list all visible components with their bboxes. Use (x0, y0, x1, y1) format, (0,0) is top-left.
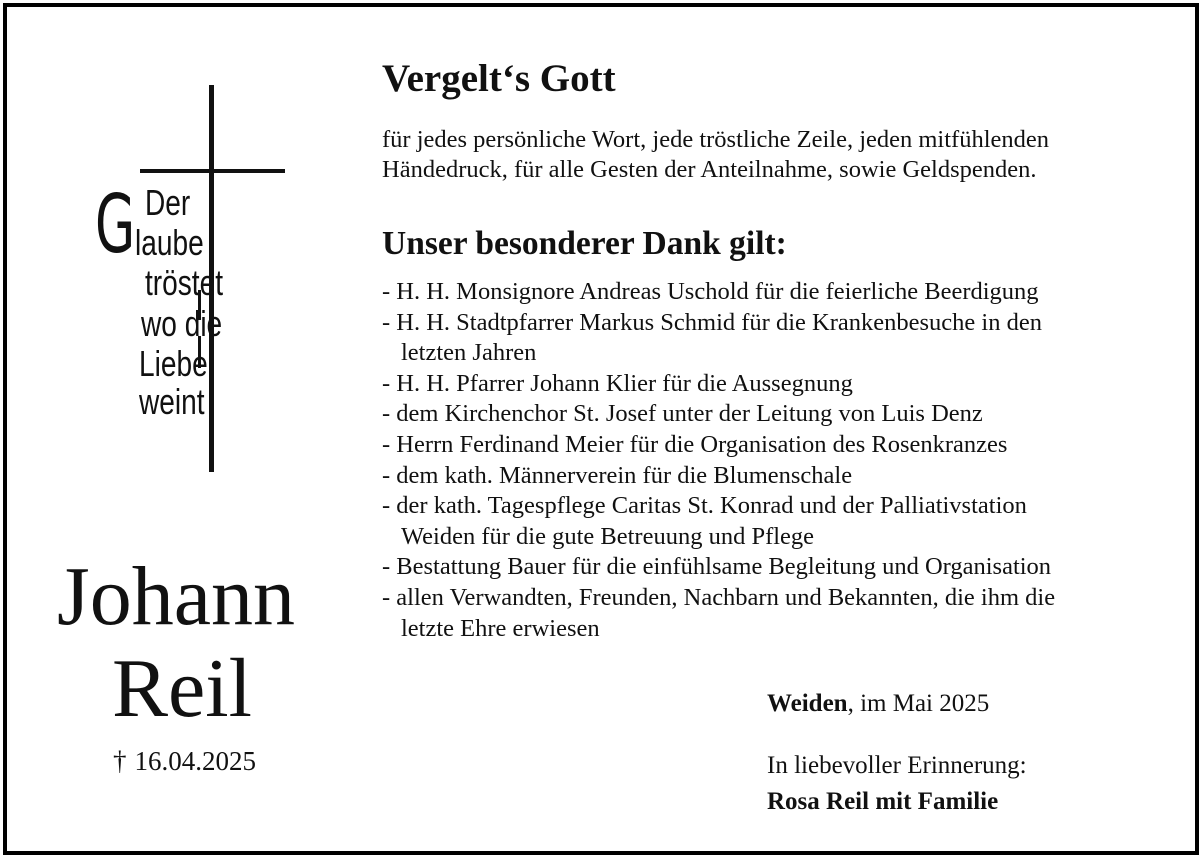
dagger-icon: † (113, 746, 127, 776)
cross-crossbar (140, 169, 285, 173)
motto-line: tröstet (145, 262, 224, 303)
list-item-continuation: Weiden für die gute Betreuung und Pflege (401, 522, 815, 550)
notice-frame (3, 3, 1199, 855)
list-item: - Herrn Ferdinand Meier für die Organisation des Rosenkranzes (382, 430, 1008, 458)
deceased-first-name: Johann (57, 550, 295, 643)
motto-line: Liebe (139, 343, 208, 384)
motto-line: weint (139, 381, 205, 422)
list-item: - der kath. Tagespflege Caritas St. Konrad und der Palliativstation Weiden für die gute Betreuung und Pflege (382, 491, 1182, 552)
intro-line: Händedruck, für alle Gesten der Anteilnahme, sowie Geldspenden. (382, 156, 1037, 183)
thanks-list (382, 277, 1182, 644)
place-date (767, 688, 989, 720)
list-item: - Bestattung Bauer für die einfühlsame Begleitung und Organisation (382, 553, 1052, 581)
date-text: , im Mai 2025 (847, 690, 990, 717)
list-item: - dem Kirchenchor St. Josef unter der Leitung von Luis Denz (382, 400, 983, 428)
list-item-continuation: letzte Ehre erwiesen (401, 614, 600, 642)
list-item: - H. H. Stadtpfarrer Markus Schmid für die Krankenbesuche in den letzten Jahren (382, 308, 1182, 369)
place-name: Weiden (767, 690, 848, 717)
motto-line: Der (145, 182, 191, 223)
memory-text: In liebevoller Erinnerung: (767, 752, 1027, 779)
thanks-heading: Unser besonderer Dank gilt: (382, 225, 787, 262)
family-signature: Rosa Reil mit Familie (767, 788, 999, 815)
deceased-last-name: Reil (112, 642, 252, 735)
page-title: Vergelt‘s Gott (382, 57, 616, 100)
death-date-value: 16.04.2025 (134, 746, 256, 776)
motto-initial: G (95, 178, 136, 271)
motto-line: wo die (141, 303, 223, 344)
motto-line: laube (135, 222, 204, 263)
intro-line: für jedes persönliche Wort, jede tröstliche Zeile, jeden mitfühlenden (382, 126, 1050, 153)
intro-text (382, 125, 1182, 185)
list-item: - H. H. Monsignore Andreas Uschold für die feierliche Beerdigung (382, 278, 1039, 305)
faith-emblem (7, 7, 347, 487)
list-item: - allen Verwandten, Freunden, Nachbarn und Bekannten, die ihm die letzte Ehre erwiesen (382, 583, 1182, 644)
list-item: - dem kath. Männerverein für die Blumenschale (382, 461, 853, 489)
list-item-continuation: letzten Jahren (401, 339, 537, 367)
death-date (113, 746, 256, 776)
list-item: - H. H. Pfarrer Johann Klier für die Aussegnung (382, 369, 853, 397)
